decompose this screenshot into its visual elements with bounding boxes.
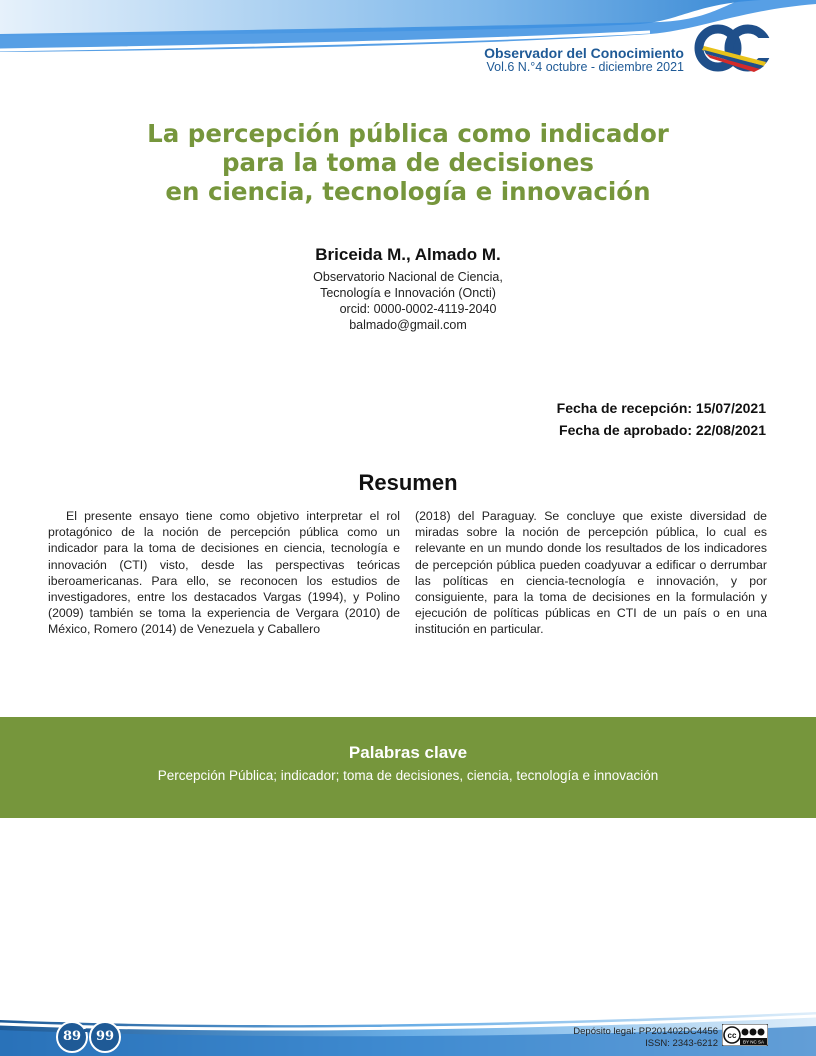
author-email: balmado@gmail.com bbox=[349, 318, 467, 332]
keywords-text: Percepción Pública; indicador; toma de decisiones, ciencia, tecnología e innovación bbox=[157, 768, 659, 783]
authors: Briceida M., Almado M. bbox=[315, 245, 501, 264]
affiliation-line: Tecnología e Innovación (Oncti) bbox=[320, 286, 496, 300]
page-end-badge: 99 bbox=[89, 1021, 121, 1053]
abstract-column-left bbox=[48, 508, 400, 638]
approved-date: Fecha de aprobado: 22/08/2021 bbox=[559, 422, 766, 438]
abstract-paragraph: El presente ensayo tiene como objetivo interpretar el rol protagónico de la noción de percepción pública como un indicador para la toma de decisiones en ciencia, tecnología e innovación (CTI) visto, desde las perspectivas teóricas iberoamericanas. Para ello, se reconocen los estudios de investigadores, entre los destacados Vargas (1994), y Polino (2009) también se toma la experiencia de Vergara (2010) de México, Romero (2014) de Venezuela y Caballero bbox=[48, 509, 400, 637]
title-line: en ciencia, tecnología e innovación bbox=[165, 177, 651, 206]
legal-deposit: Depósito legal: PP201402DC4456 bbox=[573, 1026, 718, 1037]
affiliation-line: Observatorio Nacional de Ciencia, bbox=[313, 270, 503, 284]
abstract-paragraph: (2018) del Paraguay. Se concluye que existe diversidad de miradas sobre la noción de percepción pública, lo cual es relevante en un mundo donde los resultados de los indicadores de percepción pública pueden coadyuvar a edificar o derrumbar las políticas en ciencia-tecnología e innovación, y por consiguiente, para la toma de decisiones en la formulación y ejecución de políticas públicas en CTI de un país o en una institución en particular. bbox=[415, 509, 767, 637]
abstract-heading: Resumen bbox=[358, 470, 458, 495]
journal-logo bbox=[694, 16, 772, 76]
cc-badge-text: cc bbox=[727, 1031, 737, 1040]
creative-commons-license-icon bbox=[722, 1024, 768, 1046]
received-date: Fecha de recepción: 15/07/2021 bbox=[556, 400, 766, 416]
journal-name: Observador del Conocimiento bbox=[484, 45, 684, 61]
issn: ISSN: 2343-6212 bbox=[645, 1038, 718, 1049]
title-line: para la toma de decisiones bbox=[221, 148, 595, 177]
cc-terms-text: BY NC SA bbox=[743, 1039, 764, 1045]
abstract-column-right bbox=[415, 508, 767, 638]
title-line: La percepción pública como indicador bbox=[147, 119, 669, 148]
article-title bbox=[60, 119, 756, 206]
journal-issue: Vol.6 N.°4 octubre - diciembre 2021 bbox=[486, 60, 684, 74]
orcid: orcid: 0000-0002-4119-2040 bbox=[339, 302, 497, 316]
page-start-badge: 89 bbox=[56, 1021, 88, 1053]
keywords-heading: Palabras clave bbox=[348, 743, 468, 762]
